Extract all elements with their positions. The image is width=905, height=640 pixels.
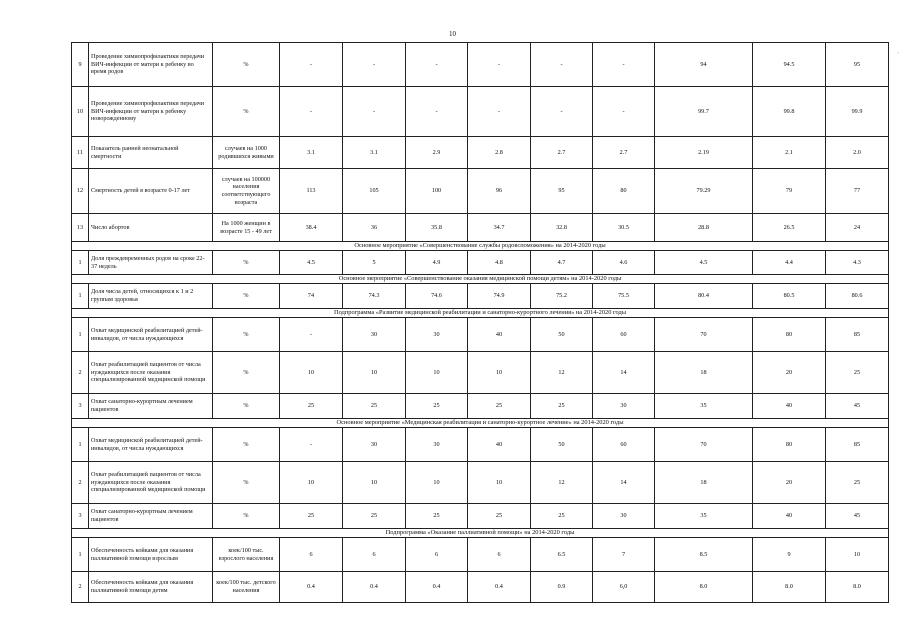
row-number: 1: [72, 251, 89, 275]
value-cell: 80.4: [655, 284, 753, 309]
section-title: Основное мероприятие «Медицинская реабилитация и санаторно-курортное лечение» на 2014-2020 годы: [72, 419, 889, 428]
value-cell: -: [280, 428, 343, 462]
page-number: 10: [449, 30, 456, 38]
value-cell: 96: [468, 169, 531, 214]
value-cell: 85: [826, 428, 889, 462]
value-cell: 60: [593, 428, 655, 462]
unit-cell: случаев на 1000 родившихся живыми: [213, 137, 280, 169]
table-row: [72, 169, 889, 214]
unit-cell: случаев на 100000 населения соответствующего возраста: [213, 169, 280, 214]
unit-cell: %: [213, 428, 280, 462]
table-row: [72, 43, 889, 87]
section-header-row: [72, 309, 889, 318]
value-cell: 10: [406, 462, 468, 504]
value-cell: 0.4: [468, 572, 531, 603]
row-number: 9: [72, 43, 89, 87]
value-cell: 2.19: [655, 137, 753, 169]
value-cell: 10: [826, 538, 889, 572]
value-cell: 14: [593, 352, 655, 394]
value-cell: 2.9: [406, 137, 468, 169]
value-cell: 35: [655, 394, 753, 419]
value-cell: 4.4: [753, 251, 826, 275]
section-header-row: [72, 275, 889, 284]
value-cell: 14: [593, 462, 655, 504]
value-cell: 2.0: [826, 137, 889, 169]
value-cell: 45: [826, 394, 889, 419]
table-row: [72, 284, 889, 309]
value-cell: 0.4: [280, 572, 343, 603]
value-cell: 0.4: [406, 572, 468, 603]
table-row: [72, 214, 889, 242]
value-cell: 50: [531, 318, 593, 352]
value-cell: 30: [593, 394, 655, 419]
unit-cell: %: [213, 504, 280, 529]
value-cell: 99.7: [655, 87, 753, 137]
value-cell: 80: [753, 428, 826, 462]
value-cell: 6: [406, 538, 468, 572]
value-cell: -: [406, 43, 468, 87]
value-cell: 5: [343, 251, 406, 275]
value-cell: 25: [406, 504, 468, 529]
unit-cell: %: [213, 462, 280, 504]
row-number: 12: [72, 169, 89, 214]
indicator-name: Охват санаторно-курортным лечением пациентов: [89, 394, 213, 419]
value-cell: 12: [531, 462, 593, 504]
table-row: [72, 87, 889, 137]
value-cell: -: [468, 43, 531, 87]
indicator-name: Охват реабилитацией пациентов от числа нуждающихся после оказания специализированной медицинской помощи: [89, 352, 213, 394]
value-cell: 28.8: [655, 214, 753, 242]
row-number: 3: [72, 504, 89, 529]
value-cell: 4.3: [826, 251, 889, 275]
value-cell: 95: [531, 169, 593, 214]
value-cell: 24: [826, 214, 889, 242]
value-cell: 10: [343, 462, 406, 504]
value-cell: 2.7: [531, 137, 593, 169]
value-cell: 10: [468, 462, 531, 504]
indicator-name: Охват санаторно-курортным лечением пациентов: [89, 504, 213, 529]
value-cell: 79.29: [655, 169, 753, 214]
section-header-row: [72, 529, 889, 538]
table-row: [72, 538, 889, 572]
value-cell: 74.9: [468, 284, 531, 309]
row-number: 1: [72, 538, 89, 572]
value-cell: 10: [343, 352, 406, 394]
value-cell: -: [531, 43, 593, 87]
value-cell: 3.1: [343, 137, 406, 169]
value-cell: 40: [468, 428, 531, 462]
row-number: 11: [72, 137, 89, 169]
value-cell: -: [531, 87, 593, 137]
value-cell: 25: [468, 394, 531, 419]
value-cell: -: [343, 87, 406, 137]
value-cell: 74.3: [343, 284, 406, 309]
indicator-name: Охват медицинской реабилитацией детей-инвалидов, от числа нуждающихся: [89, 428, 213, 462]
table-row: [72, 251, 889, 275]
value-cell: 30: [593, 504, 655, 529]
value-cell: 6: [280, 538, 343, 572]
value-cell: 105: [343, 169, 406, 214]
value-cell: 77: [826, 169, 889, 214]
value-cell: 8.5: [655, 538, 753, 572]
value-cell: 99.9: [826, 87, 889, 137]
margin-mark: ’: [897, 52, 899, 58]
value-cell: 40: [753, 394, 826, 419]
value-cell: 30: [406, 318, 468, 352]
value-cell: 70: [655, 318, 753, 352]
value-cell: 30: [343, 428, 406, 462]
value-cell: 8.0: [753, 572, 826, 603]
table-row: [72, 394, 889, 419]
unit-cell: %: [213, 318, 280, 352]
value-cell: 74: [280, 284, 343, 309]
indicator-name: Проведение химиопрофилактики передачи ВИЧ-инфекции от матери к ребенку новорожденному: [89, 87, 213, 137]
value-cell: 8.0: [826, 572, 889, 603]
value-cell: 70: [655, 428, 753, 462]
value-cell: 30: [343, 318, 406, 352]
table-row: [72, 318, 889, 352]
value-cell: 25: [826, 462, 889, 504]
value-cell: 20: [753, 352, 826, 394]
value-cell: 26.5: [753, 214, 826, 242]
value-cell: 9: [753, 538, 826, 572]
unit-cell: коек/100 тыс. взрослого населения: [213, 538, 280, 572]
row-number: 2: [72, 572, 89, 603]
value-cell: -: [280, 87, 343, 137]
value-cell: 35.8: [406, 214, 468, 242]
value-cell: 4.8: [468, 251, 531, 275]
value-cell: 40: [753, 504, 826, 529]
table-row: [72, 352, 889, 394]
row-number: 3: [72, 394, 89, 419]
unit-cell: коек/100 тыс. детского населения: [213, 572, 280, 603]
value-cell: 4.9: [406, 251, 468, 275]
section-title: Подпрограмма «Развитие медицинской реабилитации и санаторно-курортного лечения» на 2014-2020 годы: [72, 309, 889, 318]
row-number: 2: [72, 352, 89, 394]
section-header-row: [72, 419, 889, 428]
value-cell: 60: [593, 318, 655, 352]
indicator-name: Смертность детей в возрасте 0-17 лет: [89, 169, 213, 214]
value-cell: 6: [468, 538, 531, 572]
value-cell: 2.7: [593, 137, 655, 169]
value-cell: 95: [826, 43, 889, 87]
value-cell: -: [468, 87, 531, 137]
row-number: 1: [72, 428, 89, 462]
value-cell: 30.5: [593, 214, 655, 242]
value-cell: 32.8: [531, 214, 593, 242]
indicator-name: Доля числа детей, относящихся к 1 и 2 группам здоровья: [89, 284, 213, 309]
value-cell: 6.5: [531, 538, 593, 572]
value-cell: 25: [280, 394, 343, 419]
value-cell: -: [406, 87, 468, 137]
indicator-name: Охват реабилитацией пациентов от числа нуждающихся после оказания специализированной медицинской помощи: [89, 462, 213, 504]
indicator-name: Обеспеченность койками для оказания паллиативной помощи детям: [89, 572, 213, 603]
value-cell: 4.6: [593, 251, 655, 275]
value-cell: 35: [655, 504, 753, 529]
value-cell: 25: [343, 394, 406, 419]
value-cell: 79: [753, 169, 826, 214]
value-cell: 25: [826, 352, 889, 394]
value-cell: -: [343, 43, 406, 87]
value-cell: 25: [280, 504, 343, 529]
value-cell: 4.5: [655, 251, 753, 275]
value-cell: 7: [593, 538, 655, 572]
table-row: [72, 137, 889, 169]
value-cell: 80.5: [753, 284, 826, 309]
value-cell: -: [280, 43, 343, 87]
value-cell: 45: [826, 504, 889, 529]
value-cell: 80.6: [826, 284, 889, 309]
indicator-table: [71, 42, 889, 603]
value-cell: -: [593, 87, 655, 137]
value-cell: 25: [406, 394, 468, 419]
table-row: [72, 428, 889, 462]
indicator-name: Число абортов: [89, 214, 213, 242]
value-cell: 40: [468, 318, 531, 352]
value-cell: 3.1: [280, 137, 343, 169]
unit-cell: %: [213, 43, 280, 87]
value-cell: 4.7: [531, 251, 593, 275]
section-title: Основное мероприятие «Совершенствование службы родовспоможения» на 2014-2020 годы: [72, 242, 889, 251]
unit-cell: %: [213, 394, 280, 419]
value-cell: 12: [531, 352, 593, 394]
section-title: Подпрограмма «Оказание паллиативной помощи» на 2014-2020 годы: [72, 529, 889, 538]
value-cell: 25: [531, 504, 593, 529]
value-cell: 80: [753, 318, 826, 352]
indicator-name: Обеспеченность койками для оказания паллиативной помощи взрослым: [89, 538, 213, 572]
unit-cell: %: [213, 352, 280, 394]
value-cell: 6,0: [593, 572, 655, 603]
value-cell: 8.0: [655, 572, 753, 603]
value-cell: 94: [655, 43, 753, 87]
value-cell: 99.8: [753, 87, 826, 137]
value-cell: 30: [406, 428, 468, 462]
value-cell: 18: [655, 352, 753, 394]
unit-cell: На 1000 женщин в возрасте 15 - 49 лет: [213, 214, 280, 242]
row-number: 2: [72, 462, 89, 504]
value-cell: 0.9: [531, 572, 593, 603]
row-number: 1: [72, 318, 89, 352]
table-row: [72, 462, 889, 504]
value-cell: 10: [468, 352, 531, 394]
value-cell: 10: [280, 462, 343, 504]
value-cell: -: [593, 43, 655, 87]
table-row: [72, 504, 889, 529]
unit-cell: %: [213, 251, 280, 275]
section-title: Основное мероприятие «Совершенствование оказания медицинской помощи детям» на 2014-2020 годы: [72, 275, 889, 284]
value-cell: 10: [406, 352, 468, 394]
table-row: [72, 572, 889, 603]
value-cell: 85: [826, 318, 889, 352]
value-cell: 74.6: [406, 284, 468, 309]
value-cell: 75.5: [593, 284, 655, 309]
value-cell: -: [280, 318, 343, 352]
indicator-name: Доля преждевременных родов на сроке 22-37 недель: [89, 251, 213, 275]
row-number: 13: [72, 214, 89, 242]
value-cell: 4.5: [280, 251, 343, 275]
value-cell: 36: [343, 214, 406, 242]
value-cell: 10: [280, 352, 343, 394]
value-cell: 34.7: [468, 214, 531, 242]
value-cell: 25: [343, 504, 406, 529]
value-cell: 25: [531, 394, 593, 419]
value-cell: 0.4: [343, 572, 406, 603]
section-header-row: [72, 242, 889, 251]
value-cell: 94.5: [753, 43, 826, 87]
row-number: 10: [72, 87, 89, 137]
row-number: 1: [72, 284, 89, 309]
indicator-name: Показатель ранней неонатальной смертности: [89, 137, 213, 169]
unit-cell: %: [213, 284, 280, 309]
value-cell: 50: [531, 428, 593, 462]
unit-cell: %: [213, 87, 280, 137]
value-cell: 75.2: [531, 284, 593, 309]
value-cell: 25: [468, 504, 531, 529]
indicator-name: Проведение химиопрофилактики передачи ВИЧ-инфекции от матери к ребенку во время родов: [89, 43, 213, 87]
value-cell: 18: [655, 462, 753, 504]
indicator-name: Охват медицинской реабилитацией детей-инвалидов, от числа нуждающихся: [89, 318, 213, 352]
value-cell: 2.1: [753, 137, 826, 169]
value-cell: 100: [406, 169, 468, 214]
value-cell: 113: [280, 169, 343, 214]
value-cell: 20: [753, 462, 826, 504]
value-cell: 2.8: [468, 137, 531, 169]
value-cell: 80: [593, 169, 655, 214]
value-cell: 38.4: [280, 214, 343, 242]
value-cell: 6: [343, 538, 406, 572]
